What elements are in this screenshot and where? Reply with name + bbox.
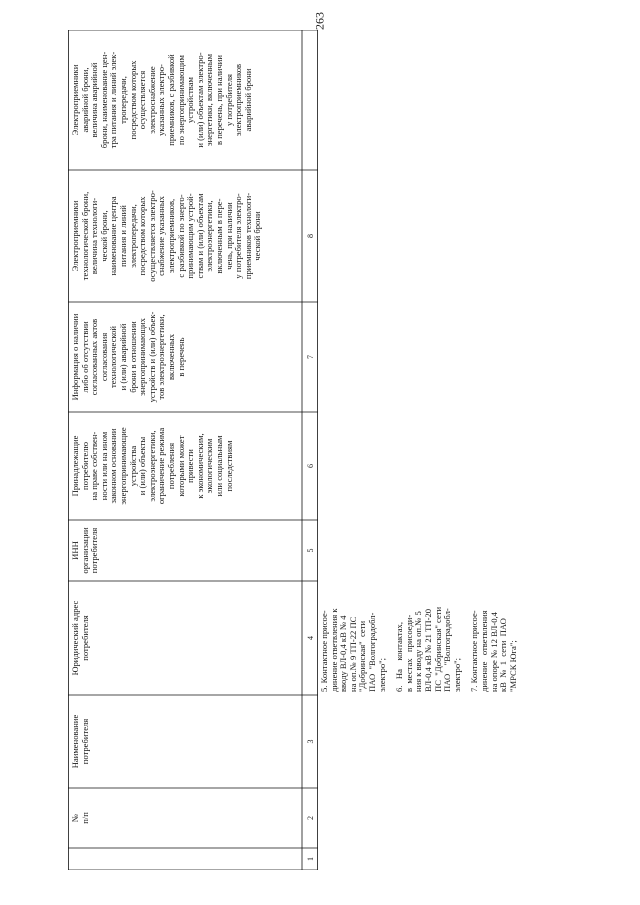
- column-number-5: 5: [306, 548, 315, 553]
- header-emergency-reserve: Электроприемники аварийной брони, величина аварийной брони, наименование цен- тра питания и линий элек- тропередачи, посредством которых осуществляется электроснабжение указанных электро- приемников, с разбивкой по энергопринимающим устройствам и (или) объектам электро- энергетики, включенным в перечень, при наличии у потребителя электроприемников аварийной брони: [70, 51, 253, 149]
- rotated-table: [68, 30, 518, 870]
- header-reserve-acts-info: Информация о наличии либо об отсутствии согласованных актов согласования технологической и (или) аварийной брони в отношении энергопринимающих устройств и (или) объек- тов электроэнергетики, включенных в перечень: [70, 311, 186, 403]
- column-number-4: 4: [306, 636, 315, 640]
- connection-note: 5. Контактное присое- динение ответвления к вводу ВЛ-0,4 кВ № 4 на оп.№ 9 ТП-22 ПС "Добринская" сети ПАО "Волгоградобл- электро";: [319, 608, 387, 692]
- column-number-2: 2: [306, 816, 315, 820]
- header-energy-devices: Принадлежащие потребителю на праве собствен- ности или на ином законном основании энергопринимающие устройства и (или) объекты электроэнергетики, ограничение режима потребления которыми может привести к экономическим, экологическим или социальным последствиям: [70, 427, 234, 505]
- header-technological-reserve: Электроприемники технологической брони, величина технологи- ческой брони, наименование центра питания и линий электропередачи, посредством которых осуществляется электро- снабжение указанных электроприемников, с разбивкой по энерго- принимающим устрой- ствам и (или) объектам электроэнергетики, включенным в пере- чень, при наличии у потребителя электро- приемников технологи- ческой брони: [70, 190, 263, 282]
- column-number-3: 3: [306, 739, 315, 744]
- column-number-7: 7: [306, 355, 315, 359]
- column-number-8: 8: [306, 234, 315, 238]
- connection-notes: [319, 586, 518, 692]
- header-inn: ИНН организации потребителя: [70, 527, 100, 574]
- connection-note: 7. Контактное присое- динение ответвления на опоре № 12 ВЛ-0,4 кВ № 1 сети ПАО "МРСК Юга";: [469, 610, 518, 692]
- header-consumer-name: Наименование потребителя: [70, 714, 90, 769]
- column-number-6: 6: [306, 464, 315, 468]
- header-legal-address: Юридический адрес потребителя: [70, 600, 90, 676]
- connection-note: 6. На контактах, в местах присоеди- ния к вводу на оп.№ 5 ВЛ-0,4 кВ № 21 ТП-20 ПС "Добринская" сети ПАО "Волгоградобл- электро";: [394, 606, 462, 692]
- page-number-text: 263: [312, 12, 327, 30]
- column-number-1: 1: [306, 857, 315, 861]
- header-number: № п/п: [70, 812, 90, 824]
